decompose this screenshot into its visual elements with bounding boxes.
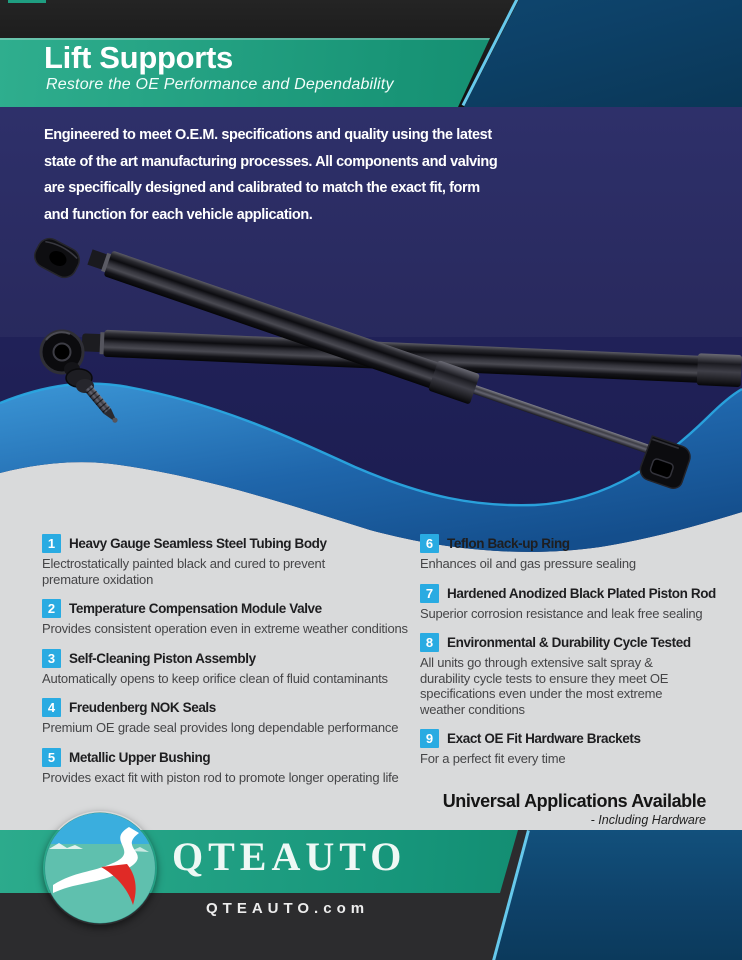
intro-paragraph: Engineered to meet O.E.M. specifications and quality using the latest state of the art manufacturing processes. All components and valving are specifically designed and calibrated to match the exact fit, form and function for each vehicle application. bbox=[44, 127, 498, 223]
feature-number-badge: 2 bbox=[42, 599, 61, 618]
features-column-left bbox=[42, 534, 427, 797]
feature-item bbox=[420, 534, 724, 572]
feature-item bbox=[42, 748, 427, 786]
piston-rod bbox=[473, 385, 665, 459]
top-teal-accent bbox=[8, 0, 46, 3]
page-subtitle: Restore the OE Performance and Dependability bbox=[46, 76, 394, 93]
feature-title: Freudenberg NOK Seals bbox=[69, 700, 216, 715]
feature-number-badge: 7 bbox=[420, 584, 439, 603]
feature-title: Exact OE Fit Hardware Brackets bbox=[447, 731, 641, 746]
feature-description: Provides consistent operation even in extreme weather conditions bbox=[42, 621, 408, 636]
brand-name: QTEAUTO bbox=[172, 834, 407, 879]
feature-description: Electrostatically painted black and cured to prevent premature oxidation bbox=[42, 556, 325, 587]
feature-item bbox=[42, 649, 427, 687]
feature-item bbox=[42, 599, 427, 637]
website-url[interactable]: QTEAUTO.com bbox=[206, 900, 370, 917]
universal-applications-block bbox=[410, 791, 706, 827]
feature-description: Automatically opens to keep orifice clean of fluid contaminants bbox=[42, 670, 388, 686]
winding-road-icon bbox=[43, 811, 157, 925]
feature-number-badge: 3 bbox=[42, 649, 61, 668]
hero-section bbox=[0, 107, 742, 605]
feature-number-badge: 6 bbox=[420, 534, 439, 553]
feature-number-badge: 8 bbox=[420, 633, 439, 652]
feature-description: All units go through extensive salt spray & durability cycle tests to ensure they meet OE specifications even under the most extreme weather conditions bbox=[420, 655, 669, 717]
feature-title: Self-Cleaning Piston Assembly bbox=[69, 650, 256, 666]
universal-subtitle: - Including Hardware bbox=[590, 813, 706, 827]
feature-title: Teflon Back-up Ring bbox=[447, 536, 570, 551]
feature-item bbox=[420, 633, 724, 717]
feature-number-badge: 5 bbox=[42, 748, 61, 767]
feature-number-badge: 4 bbox=[42, 698, 61, 717]
feature-title: Metallic Upper Bushing bbox=[69, 749, 211, 765]
feature-title: Heavy Gauge Seamless Steel Tubing Body bbox=[69, 536, 327, 551]
brand-logo bbox=[43, 811, 157, 925]
feature-description: Superior corrosion resistance and leak free sealing bbox=[420, 605, 703, 621]
features-column-right bbox=[420, 534, 724, 779]
feature-description: Premium OE grade seal provides long dependable performance bbox=[42, 720, 399, 735]
feature-description: For a perfect fit every time bbox=[420, 751, 566, 766]
header-band bbox=[0, 0, 742, 107]
feature-item bbox=[42, 698, 427, 736]
feature-item bbox=[420, 729, 724, 767]
page-title: Lift Supports bbox=[44, 40, 233, 75]
feature-title: Environmental & Durability Cycle Tested bbox=[447, 635, 691, 650]
feature-description: Provides exact fit with piston rod to promote longer operating life bbox=[42, 769, 399, 785]
feature-item bbox=[42, 534, 427, 587]
feature-number-badge: 9 bbox=[420, 729, 439, 748]
feature-description: Enhances oil and gas pressure sealing bbox=[420, 556, 636, 571]
footer-band bbox=[0, 830, 742, 960]
feature-number-badge: 1 bbox=[42, 534, 61, 553]
universal-title: Universal Applications Available bbox=[442, 791, 706, 811]
feature-title: Temperature Compensation Module Valve bbox=[69, 601, 322, 616]
feature-item bbox=[420, 584, 724, 622]
feature-title: Hardened Anodized Black Plated Piston Rod bbox=[447, 585, 716, 601]
